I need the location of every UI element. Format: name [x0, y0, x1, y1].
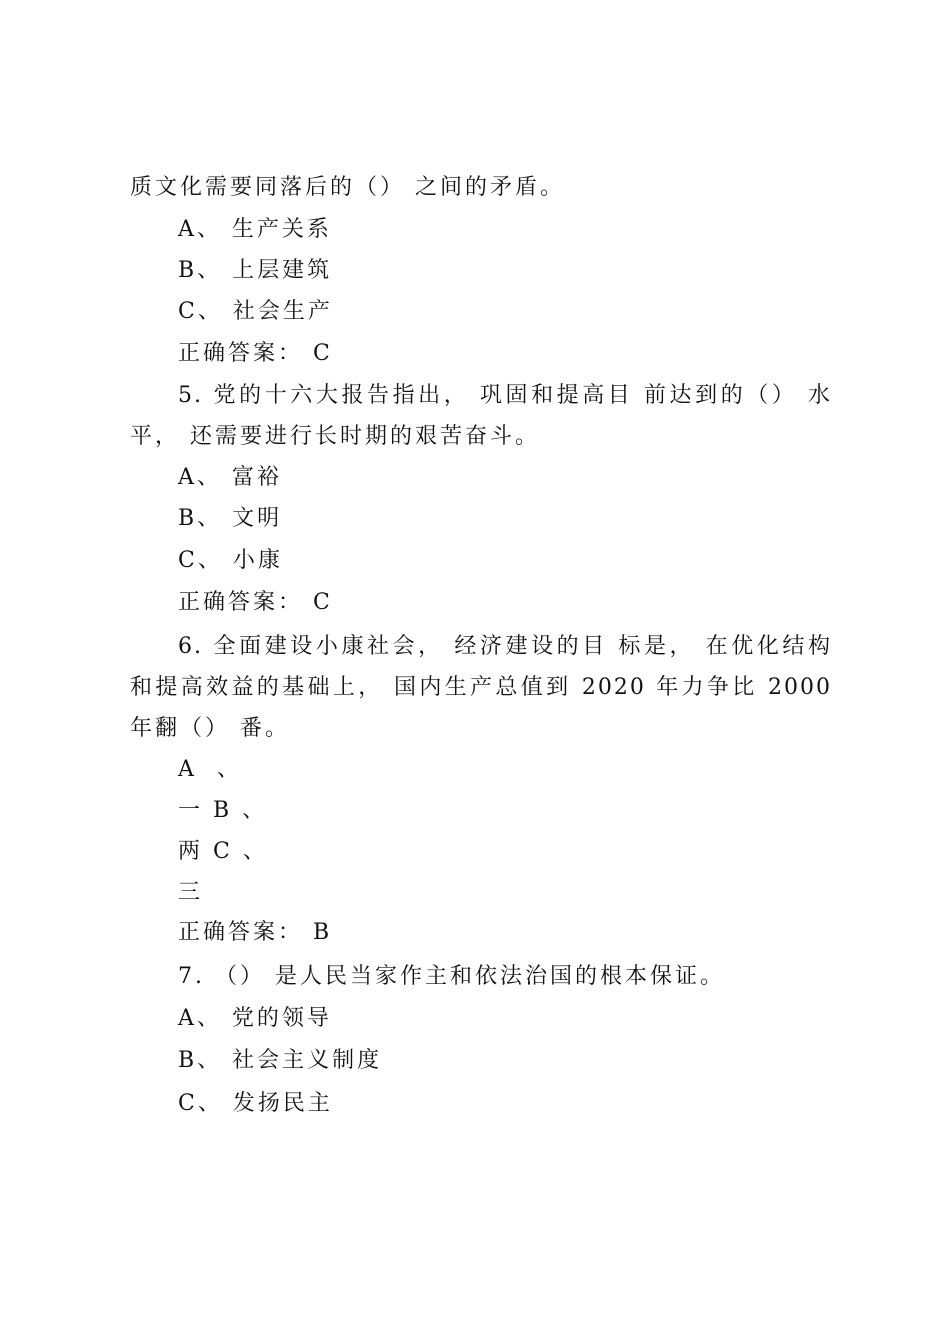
question-5-text-line-1: 5. 党的十六大报告指出， 巩固和提高目 前达到的（） 水	[178, 383, 832, 408]
question-5-text-line-2: 平， 还需要进行长时期的艰苦奋斗。	[130, 424, 540, 449]
question-7-option-c: C、 发扬民主	[178, 1091, 333, 1116]
question-5-option-b: B、 文明	[178, 506, 283, 531]
question-6-option-c: 两 C 、	[178, 839, 268, 864]
question-5-option-a: A、 富裕	[178, 465, 282, 490]
question-4-answer: 正确答案： C	[178, 341, 333, 366]
question-4-option-b: B、 上层建筑	[178, 258, 333, 283]
question-4-option-a: A、 生产关系	[178, 217, 332, 242]
question-7-option-b: B、 社会主义制度	[178, 1048, 383, 1073]
question-6-text-line-1: 6. 全面建设小康社会， 经济建设的目 标是， 在优化结构	[178, 634, 832, 659]
question-6-option-a: A 、	[178, 757, 242, 782]
question-6-text-line-3: 年翻（） 番。	[130, 716, 290, 741]
question-6-option-value: 三	[178, 880, 204, 905]
question-6-option-b: 一 B 、	[178, 798, 268, 823]
question-6-text-line-2: 和提高效益的基础上， 国内生产总值到 2020 年力争比 2000	[130, 675, 832, 700]
question-7-text: 7. （） 是人民当家作主和依法治国的根本保证。	[178, 964, 725, 989]
question-5-option-c: C、 小康	[178, 548, 283, 573]
question-4-text-end: 质文化需要同落后的（） 之间的矛盾。	[130, 175, 565, 200]
question-7-option-a: A、 党的领导	[178, 1006, 332, 1031]
question-5-answer: 正确答案： C	[178, 590, 333, 615]
question-4-option-c: C、 社会生产	[178, 299, 333, 324]
question-6-answer: 正确答案： B	[178, 920, 333, 945]
